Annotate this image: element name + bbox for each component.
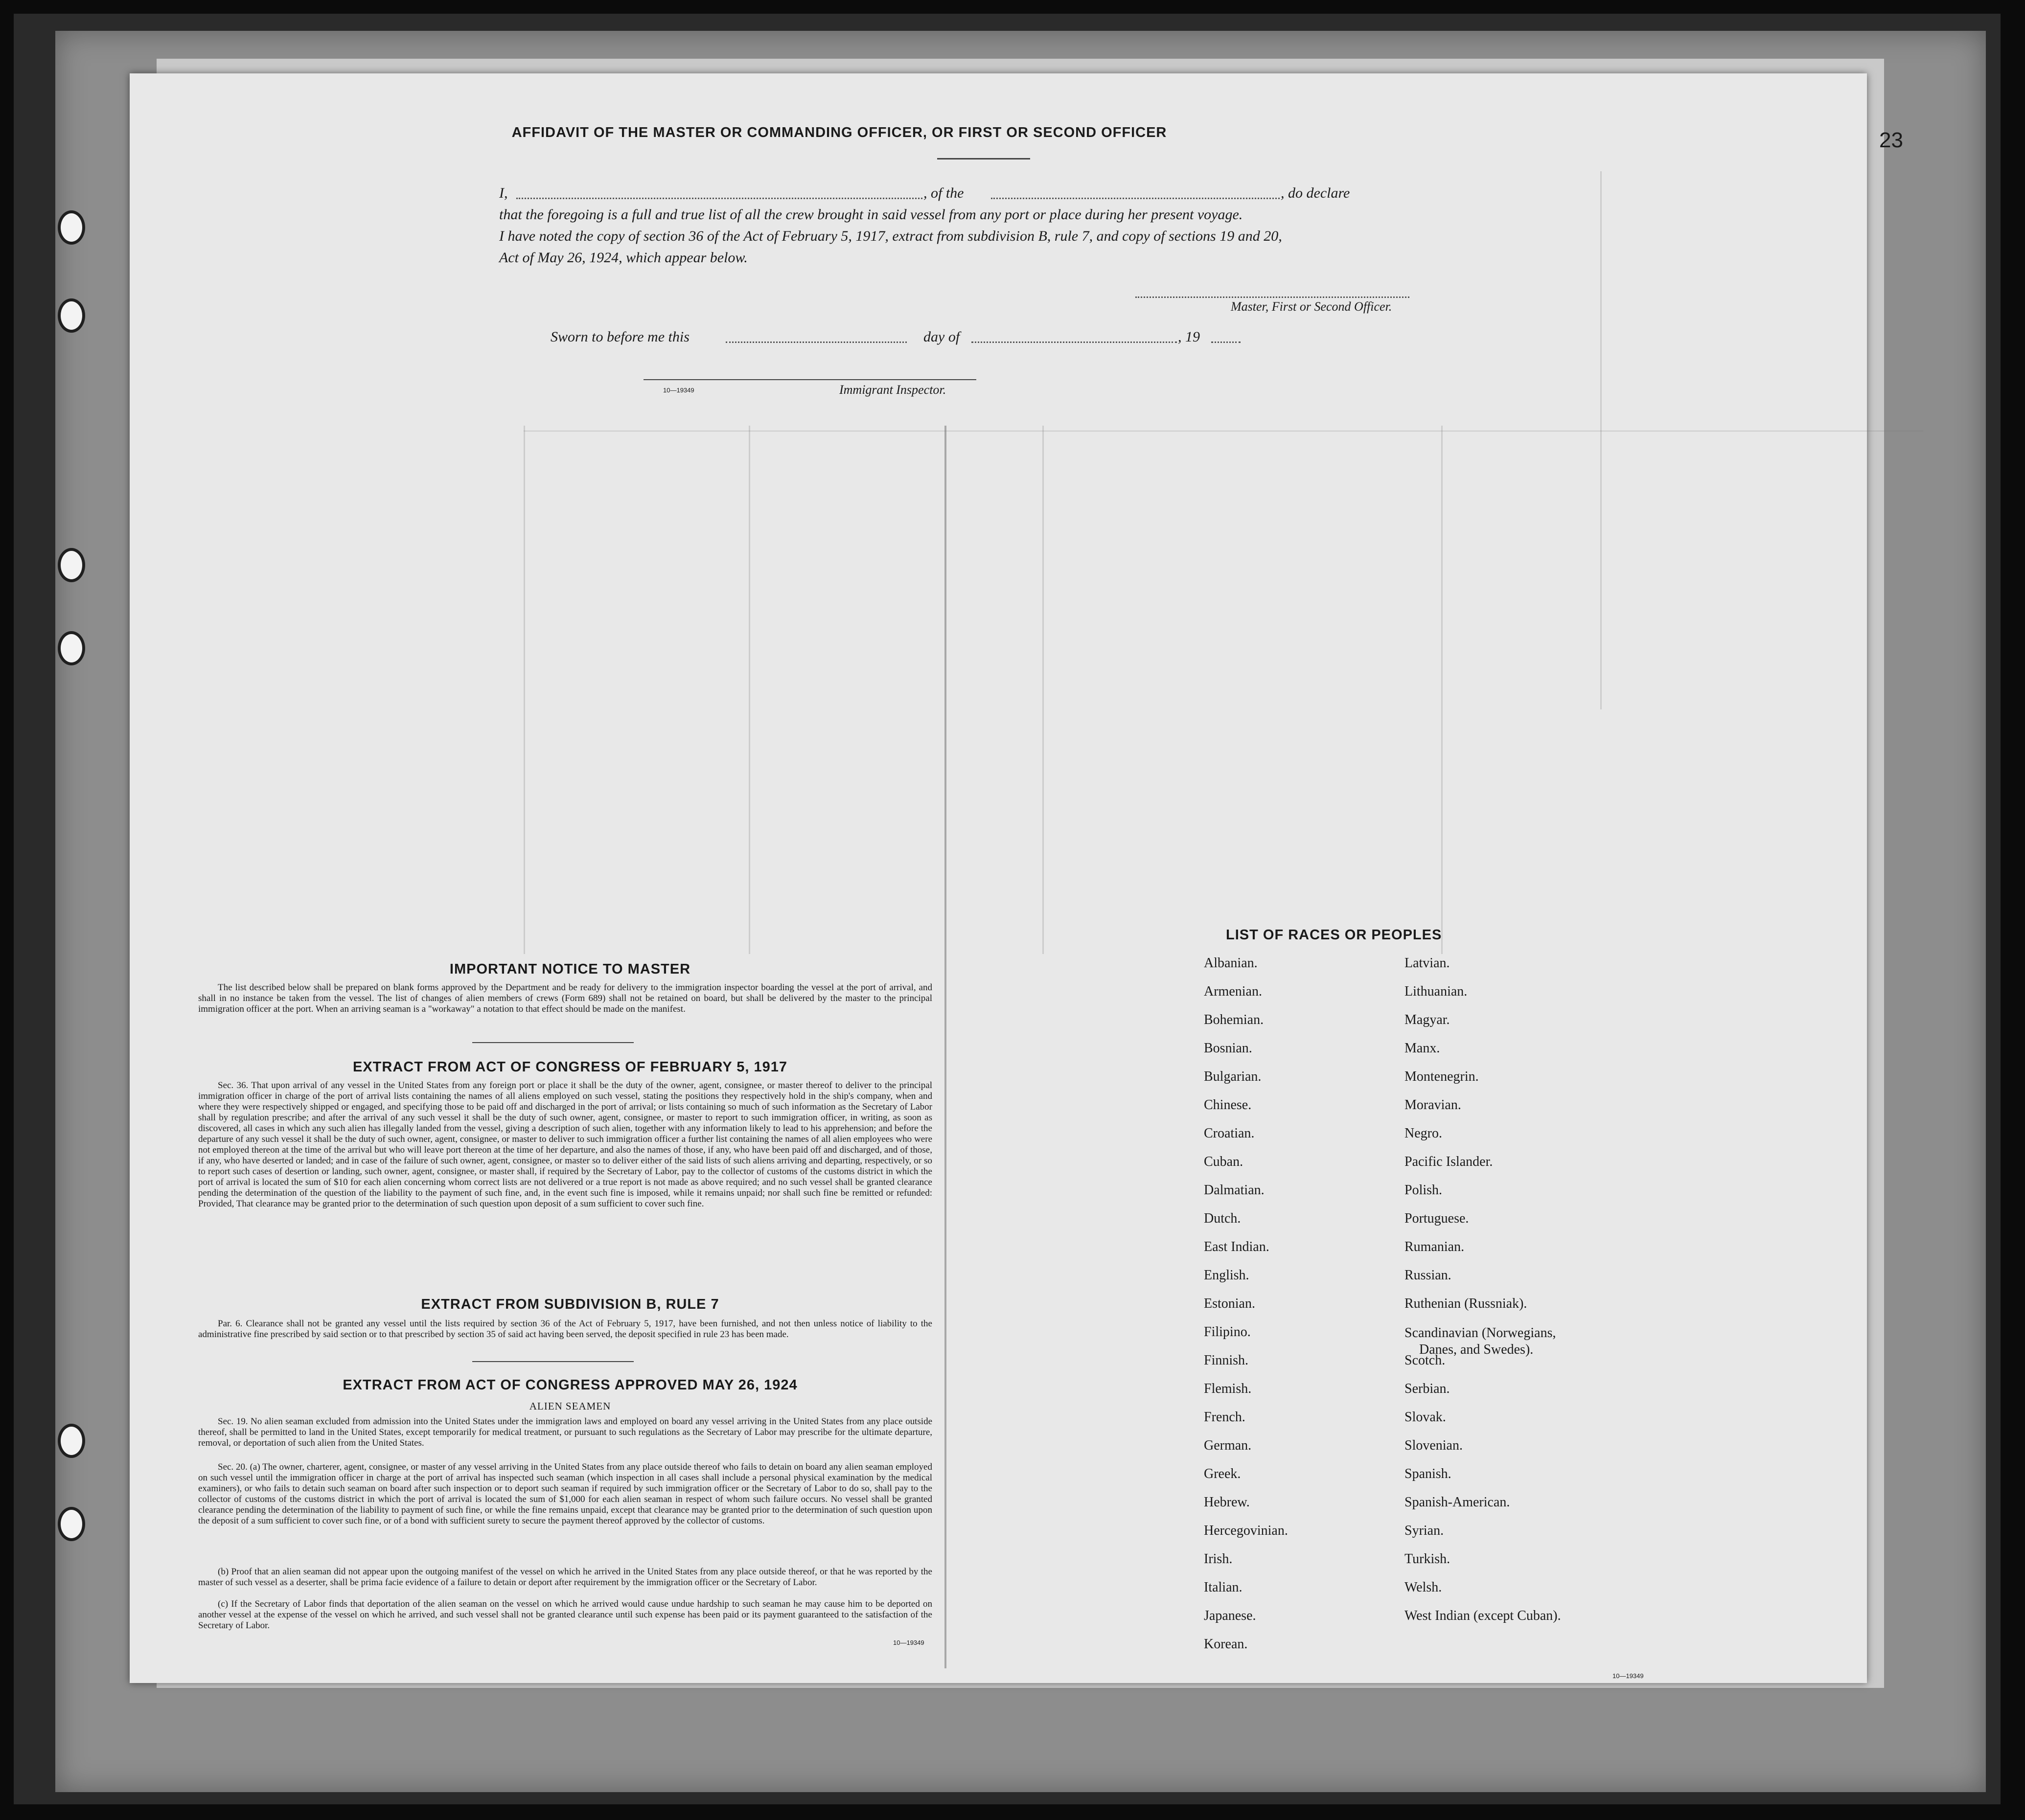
sec-20a-body: Sec. 20. (a) The owner, charterer, agent, consignee, or master of any vessel arriving in the United States from any place outside thereof who fails to detain on board any alien seaman employed on such vessel until the immigration officer in charge at the port of arrival has inspected such seaman (which inspection in all cases shall include a personal physical examination by the medical examiners), or who fails to detain such seaman on board after such inspection or to deport such seaman if required by such immigration officer or the Secretary of Labor to do so, shall pay to the collector of customs of the customs district in which the port of arrival is located the sum of $1,000 for each alien seaman in respect of whom such failure occurs. No vessel shall be granted clearance pending the determination of the liability to payment of such fine, or while the fine remains unpaid, except that clearance may be granted prior to the determination of such question upon the deposit of a sum sufficient to cover such fine, or of a bond with sufficient surety to secure the payment thereof approved by the collector of customs. bbox=[198, 1462, 932, 1526]
section-rule bbox=[472, 1361, 634, 1362]
race-item: Croatian. bbox=[1204, 1126, 1255, 1141]
sworn-start: Sworn to before me this bbox=[551, 329, 690, 345]
race-item: Scandinavian (Norwegians, bbox=[1404, 1325, 1556, 1341]
vessel-blank bbox=[991, 198, 1280, 199]
race-item: Polish. bbox=[1404, 1183, 1443, 1198]
affidavit-line1-mid: , of the bbox=[923, 185, 964, 201]
race-item: Scotch. bbox=[1404, 1353, 1446, 1368]
race-item: Rumanian. bbox=[1404, 1239, 1465, 1254]
race-item: East Indian. bbox=[1204, 1239, 1269, 1254]
race-item: Filipino. bbox=[1204, 1324, 1251, 1340]
race-item: German. bbox=[1204, 1438, 1252, 1453]
page-number: 23 bbox=[1879, 128, 1903, 152]
affidavit-line2: that the foregoing is a full and true list of all the crew brought in said vessel from any port or place during her present voyage. bbox=[499, 206, 1243, 223]
extract-1917-title: EXTRACT FROM ACT OF CONGRESS OF FEBRUARY 5, 1917 bbox=[352, 1059, 788, 1075]
sec-20c-body: (c) If the Secretary of Labor finds that deportation of the alien seaman on the vessel on which he arrived would cause undue hardship to such seaman he may cause him to be deported on another vessel at the expense of the vessel on which he arrived, and such vessel shall not be granted clearance until such expense has been paid or its payment guaranteed to the satisfaction of the Secretary of Labor. bbox=[198, 1599, 932, 1631]
race-item: Hebrew. bbox=[1204, 1495, 1250, 1510]
binder-hole bbox=[58, 631, 85, 665]
affidavit-line3: I have noted the copy of section 36 of the Act of February 5, 1917, extract from subdivision B, rule 7, and copy of sections 19 and 20, bbox=[499, 228, 1282, 244]
affidavit-title: AFFIDAVIT OF THE MASTER OR COMMANDING OFFICER, OR FIRST OR SECOND OFFICER bbox=[511, 125, 1167, 140]
race-item: Montenegrin. bbox=[1404, 1069, 1479, 1084]
race-item: Danes, and Swedes). bbox=[1419, 1342, 1534, 1357]
binder-hole bbox=[58, 1424, 85, 1458]
binder-hole bbox=[58, 1507, 85, 1541]
race-item: Albanian. bbox=[1204, 956, 1258, 971]
races-form-number: 10—19349 bbox=[1612, 1672, 1644, 1680]
race-item: Portuguese. bbox=[1404, 1211, 1469, 1226]
races-title: LIST OF RACES OR PEOPLES bbox=[1226, 927, 1442, 943]
race-item: Spanish-American. bbox=[1404, 1495, 1510, 1510]
notice-title: IMPORTANT NOTICE TO MASTER bbox=[449, 961, 691, 977]
race-item: Slovenian. bbox=[1404, 1438, 1463, 1453]
inspector-signature-line bbox=[644, 379, 976, 380]
race-item: Japanese. bbox=[1204, 1608, 1256, 1623]
race-item: Finnish. bbox=[1204, 1353, 1249, 1368]
race-item: Flemish. bbox=[1204, 1381, 1252, 1396]
races-column-1 bbox=[1204, 949, 1288, 1659]
bleed-through-line bbox=[1441, 426, 1443, 954]
race-item: Moravian. bbox=[1404, 1097, 1461, 1113]
binder-hole bbox=[58, 210, 85, 245]
affidavit-line4: Act of May 26, 1924, which appear below. bbox=[499, 250, 748, 266]
race-item: French. bbox=[1204, 1410, 1245, 1425]
sworn-date-blank bbox=[726, 341, 907, 343]
race-item: Bulgarian. bbox=[1204, 1069, 1262, 1084]
race-item: West Indian (except Cuban). bbox=[1404, 1608, 1561, 1623]
extract-form-number: 10—19349 bbox=[893, 1639, 924, 1646]
race-item: Spanish. bbox=[1404, 1466, 1451, 1481]
race-item: Latvian. bbox=[1404, 956, 1450, 971]
subdivision-b-title: EXTRACT FROM SUBDIVISION B, RULE 7 bbox=[421, 1297, 719, 1312]
bleed-through-line bbox=[944, 426, 946, 1668]
race-item: Bosnian. bbox=[1204, 1041, 1252, 1056]
race-item: Lithuanian. bbox=[1404, 984, 1468, 999]
inspector-label: Immigrant Inspector. bbox=[839, 383, 946, 397]
subdivision-b-body: Par. 6. Clearance shall not be granted any vessel until the lists required by section 36 of the Act of February 5, 1917, have been furnished, and not then unless notice of liability to the administrative fine prescribed by said section or to that prescribed by section 35 of said act having been served, the deposit specified in rule 23 has been made. bbox=[198, 1319, 932, 1340]
sec-19-body: Sec. 19. No alien seaman excluded from admission into the United States under the immigration laws and employed on board any vessel arriving in the United States from any place outside thereof, shall be permitted to land in the United States, except temporarily for medical treatment, or pursuant to such regulations as the Secretary of Labor may prescribe for the ultimate departure, removal, or deportation of such alien from the United States. bbox=[198, 1416, 932, 1448]
section-rule bbox=[472, 1042, 634, 1043]
title-rule bbox=[937, 158, 1030, 159]
race-item: Negro. bbox=[1404, 1126, 1442, 1141]
affidavit-line1-start: I, bbox=[499, 185, 508, 201]
extract-1917-body: Sec. 36. That upon arrival of any vessel in the United States from any foreign port or place it shall be the duty of the owner, agent, consignee, or master thereof to deliver to the principal immigration officer in charge of the port of arrival lists containing the names of all aliens employed on such vessel, stating the positions they respectively hold in the ship's company, when and where they were respectively shipped or engaged, and specifying those to be paid off and discharged in the port of arrival; or lists containing so much of such information as the Secretary of Labor shall by regulation prescribe; and after the arrival of any such vessel it shall be the duty of such owner, agent, consignee, or master to report to such immigration officer, in writing, as soon as discovered, all cases in which any such alien has illegally landed from the vessel, giving a description of such alien, together with any information likely to lead to his apprehension; and before the departure of any such vessel it shall be the duty of such owner, agent, consignee, or master to deliver to such immigration officer a further list containing the names of all alien employees who were not employed thereon at the time of the arrival but who will leave port thereon at the time of her departure, and also the names of those, if any, who have been paid off and discharged, and of those, if any, who have deserted or landed; and in case of the failure of such owner, agent, consignee, or master so to deliver either of the said lists of such aliens arriving and departing, respectively, or so to report such cases of desertion or landing, such owner, agent, consignee, or master shall, if required by the Secretary of Labor, pay to the collector of customs of the customs district in which the port of arrival is located the sum of $10 for each alien concerning whom correct lists are not delivered or a true report is not made as above required; and no such vessel shall be granted clearance pending the determination of the question of the liability to the payment of such fine, and, in the event such fine is imposed, while it remains unpaid; nor shall such fine be remitted or refunded: Provided, That clearance may be granted prior to the determination of such question upon deposit of a sum sufficient to cover such fine. bbox=[198, 1080, 932, 1209]
bleed-through-line bbox=[749, 426, 750, 954]
race-item: Chinese. bbox=[1204, 1097, 1252, 1113]
bleed-through-line bbox=[524, 431, 1923, 432]
race-item: Turkish. bbox=[1404, 1551, 1450, 1567]
race-item: Dutch. bbox=[1204, 1211, 1241, 1226]
affidavit-page bbox=[130, 73, 1867, 1683]
race-item: Manx. bbox=[1404, 1041, 1440, 1056]
bleed-through-line bbox=[1600, 171, 1602, 709]
race-item: Estonian. bbox=[1204, 1296, 1255, 1311]
race-item: Welsh. bbox=[1404, 1580, 1442, 1595]
race-item: Armenian. bbox=[1204, 984, 1262, 999]
alien-seamen-subtitle: ALIEN SEAMEN bbox=[529, 1400, 611, 1412]
race-item: Bohemian. bbox=[1204, 1012, 1264, 1027]
race-item: Cuban. bbox=[1204, 1154, 1243, 1169]
race-item: English. bbox=[1204, 1268, 1249, 1283]
sworn-month-blank bbox=[971, 341, 1177, 343]
affidavit-line1-end: , do declare bbox=[1281, 185, 1350, 201]
race-item: Dalmatian. bbox=[1204, 1183, 1265, 1198]
race-item: Pacific Islander. bbox=[1404, 1154, 1493, 1169]
race-item: Russian. bbox=[1404, 1268, 1451, 1283]
binder-hole bbox=[58, 298, 85, 333]
race-item: Syrian. bbox=[1404, 1523, 1444, 1538]
sec-20b-body: (b) Proof that an alien seaman did not appear upon the outgoing manifest of the vessel on which he arrived in the United States from any place outside thereof, or that he was reported by the master of such vessel as a deserter, shall be prima facie evidence of a failure to detain or deport after requirement by the immigration officer or the Secretary of Labor. bbox=[198, 1567, 932, 1588]
name-blank bbox=[516, 198, 922, 199]
affidavit-form-number: 10—19349 bbox=[663, 387, 694, 394]
race-item: Magyar. bbox=[1404, 1012, 1450, 1027]
bleed-through-line bbox=[1042, 426, 1044, 954]
binder-hole bbox=[58, 548, 85, 582]
bleed-through-line bbox=[524, 426, 525, 954]
sworn-year-blank bbox=[1211, 341, 1241, 343]
sworn-year-label: , 19 bbox=[1178, 329, 1200, 345]
sworn-day-label: day of bbox=[923, 329, 960, 345]
master-signature-blank bbox=[1135, 296, 1409, 298]
race-item: Irish. bbox=[1204, 1551, 1233, 1567]
notice-body: The list described below shall be prepared on blank forms approved by the Department and be ready for delivery to the immigration inspector boarding the vessel at the port of arrival, and shall in no instance be taken from the vessel. The list of changes of alien members of crews (Form 689) shall not be retained on board, but shall be delivered by the master to the principal immigration officer at the port. When an arriving seaman is a "workaway" a notation to that effect should be made on the manifest. bbox=[198, 982, 932, 1014]
race-item: Hercegovinian. bbox=[1204, 1523, 1288, 1538]
race-item: Korean. bbox=[1204, 1637, 1248, 1652]
race-item: Italian. bbox=[1204, 1580, 1243, 1595]
race-item: Greek. bbox=[1204, 1466, 1241, 1481]
race-item: Ruthenian (Russniak). bbox=[1404, 1296, 1527, 1311]
race-item: Slovak. bbox=[1404, 1410, 1446, 1425]
races-column-2 bbox=[1404, 949, 1561, 1630]
master-signature-label: Master, First or Second Officer. bbox=[1231, 299, 1392, 314]
extract-1924-title: EXTRACT FROM ACT OF CONGRESS APPROVED MAY 26, 1924 bbox=[343, 1377, 798, 1393]
race-item: Serbian. bbox=[1404, 1381, 1450, 1396]
